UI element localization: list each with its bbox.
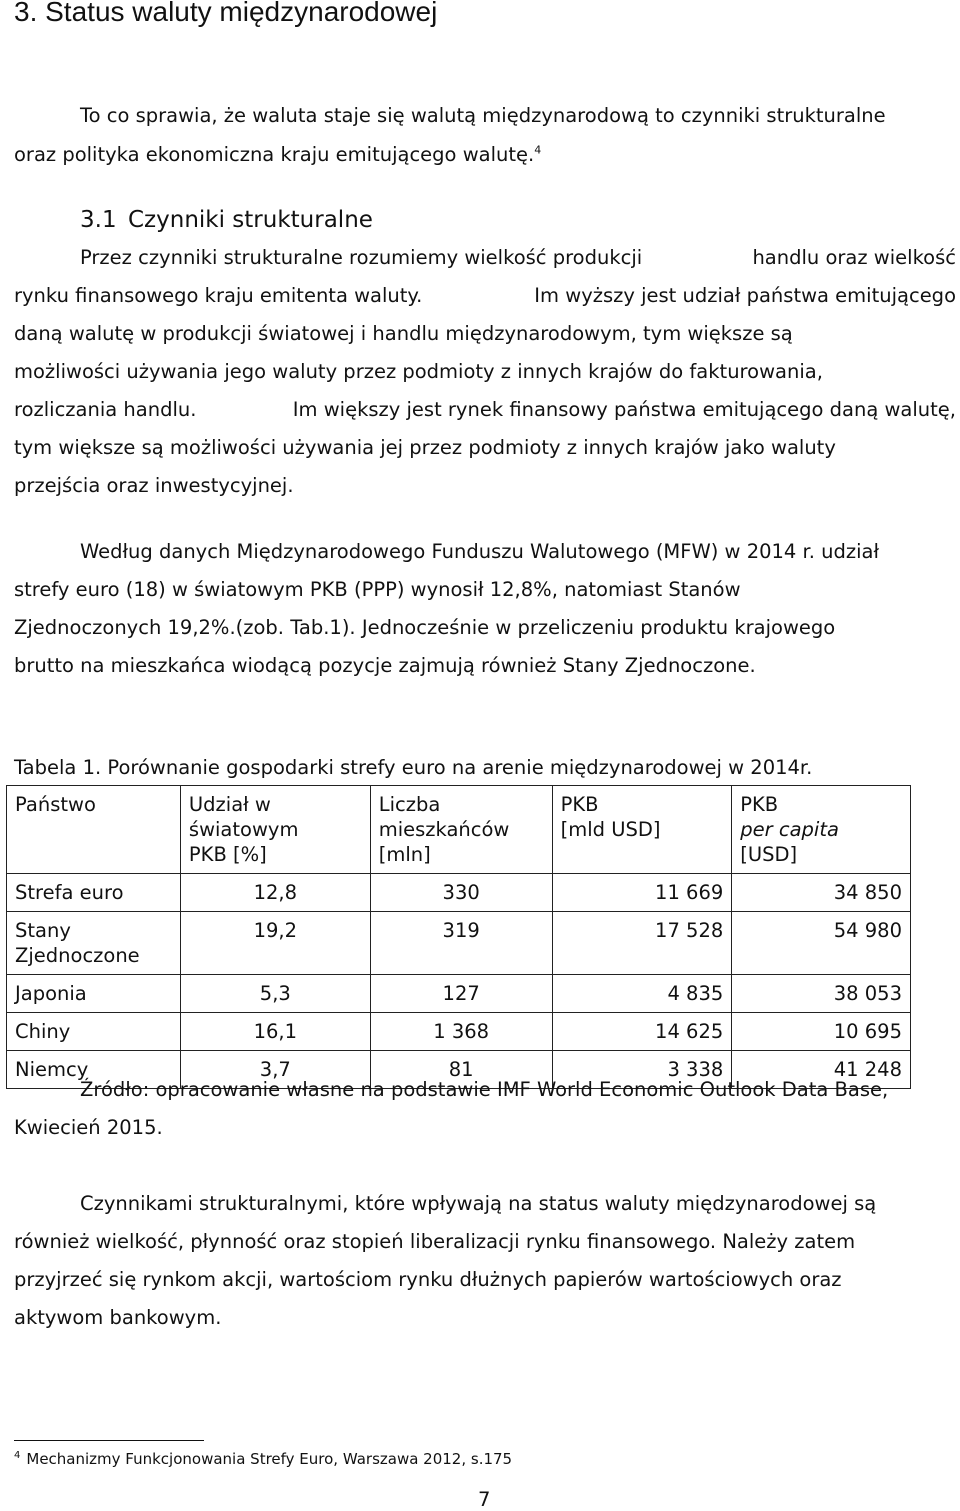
- p1-line-2: [14, 284, 956, 308]
- table-header-row: [7, 786, 911, 874]
- cell-population: 330: [370, 874, 552, 912]
- p1-line-2a: rynku finansowego kraju emitenta waluty.: [14, 284, 423, 307]
- intro-line-2: [14, 143, 541, 167]
- p3-line-3: przyjrzeć się rynkom akcji, wartościom rynku dłużnych papierów wartościowych oraz: [14, 1268, 842, 1291]
- subsection-number: 3.1: [80, 207, 117, 233]
- p1-line-1a: Przez czynniki strukturalne rozumiemy wielkość produkcji: [80, 246, 643, 269]
- table-row: [7, 874, 911, 912]
- cell-gdp-per-capita: 10 695: [732, 1013, 911, 1051]
- cell-gdp: 11 669: [552, 874, 732, 912]
- subsection-title: Czynniki strukturalne: [128, 207, 373, 233]
- p2-line-1: Według danych Międzynarodowego Funduszu Walutowego (MFW) w 2014 r. udział: [80, 540, 880, 563]
- cell-share: 3,7: [180, 1051, 370, 1089]
- header-population: Liczba mieszkańców [mln]: [370, 786, 552, 874]
- cell-share: 5,3: [180, 975, 370, 1013]
- cell-gdp: 4 835: [552, 975, 732, 1013]
- table-source-line-2: Kwiecień 2015.: [14, 1116, 163, 1139]
- p2-line-4: brutto na mieszkańca wiodącą pozycje zajmują również Stany Zjednoczone.: [14, 654, 756, 677]
- table-row: [7, 975, 911, 1013]
- footnote-number: 4: [14, 1450, 21, 1461]
- cell-gdp-per-capita: 38 053: [732, 975, 911, 1013]
- cell-gdp: 17 528: [552, 912, 732, 975]
- cell-gdp: 3 338: [552, 1051, 732, 1089]
- p3-line-4: aktywom bankowym.: [14, 1306, 222, 1329]
- cell-share: 16,1: [180, 1013, 370, 1051]
- cell-gdp: 14 625: [552, 1013, 732, 1051]
- table-source-line-1: Źródło: opracowanie własne na podstawie IMF World Economic Outlook Data Base,: [80, 1078, 889, 1101]
- p1-line-7: przejścia oraz inwestycyjnej.: [14, 474, 294, 497]
- cell-country: Chiny: [7, 1013, 181, 1051]
- cell-share: 12,8: [180, 874, 370, 912]
- cell-country: Strefa euro: [7, 874, 181, 912]
- p1-line-1b: handlu oraz wielkość: [752, 246, 956, 269]
- p1-line-6: tym większe są możliwości używania jej przez podmioty z innych krajów jako waluty: [14, 436, 836, 459]
- table-row: [7, 1013, 911, 1051]
- footnote: [14, 1450, 512, 1468]
- cell-population: 127: [370, 975, 552, 1013]
- cell-country: Niemcy: [7, 1051, 181, 1089]
- page-number: 7: [478, 1488, 491, 1511]
- table-row: [7, 912, 911, 975]
- p3-line-1: Czynnikami strukturalnymi, które wpływają na status waluty międzynarodowej są: [80, 1192, 877, 1215]
- cell-gdp-per-capita: 41 248: [732, 1051, 911, 1089]
- cell-gdp-per-capita: 54 980: [732, 912, 911, 975]
- p1-line-5: [14, 398, 956, 422]
- cell-population: 319: [370, 912, 552, 975]
- intro-line-2-text: oraz polityka ekonomiczna kraju emitującego walutę.: [14, 143, 535, 166]
- header-gdp: PKB [mld USD]: [552, 786, 732, 874]
- cell-country: Stany Zjednoczone: [7, 912, 181, 975]
- header-gdp-per-capita: PKB per capita [USD]: [732, 786, 911, 874]
- subsection-heading: [80, 207, 373, 233]
- footnote-separator: [14, 1440, 204, 1441]
- footnote-text: Mechanizmy Funkcjonowania Strefy Euro, Warszawa 2012, s.175: [26, 1450, 513, 1468]
- header-country: Państwo: [7, 786, 181, 874]
- cell-population: 1 368: [370, 1013, 552, 1051]
- footnote-ref[interactable]: 4: [534, 143, 542, 157]
- cell-population: 81: [370, 1051, 552, 1089]
- cell-share: 19,2: [180, 912, 370, 975]
- p1-line-4: możliwości używania jego waluty przez podmioty z innych krajów do fakturowania,: [14, 360, 823, 383]
- p1-line-1: [80, 246, 956, 270]
- comparison-table: [6, 785, 911, 1089]
- p1-line-5a: rozliczania handlu.: [14, 398, 197, 421]
- p2-line-3: Zjednoczonych 19,2%.(zob. Tab.1). Jednocześnie w przeliczeniu produktu krajowego: [14, 616, 836, 639]
- header-share: Udział w światowym PKB [%]: [180, 786, 370, 874]
- p1-line-2b: Im wyższy jest udział państwa emitującego: [534, 284, 956, 307]
- p1-line-5b: Im większy jest rynek finansowy państwa emitującego daną walutę,: [292, 398, 956, 421]
- p3-line-2: również wielkość, płynność oraz stopień liberalizacji rynku finansowego. Należy zatem: [14, 1230, 856, 1253]
- cell-gdp-per-capita: 34 850: [732, 874, 911, 912]
- intro-line-1: To co sprawia, że waluta staje się walutą międzynarodową to czynniki strukturalne: [80, 104, 886, 127]
- p1-line-3: daną walutę w produkcji światowej i handlu międzynarodowym, tym większe są: [14, 322, 793, 345]
- cell-country: Japonia: [7, 975, 181, 1013]
- table-caption: Tabela 1. Porównanie gospodarki strefy euro na arenie międzynarodowej w 2014r.: [14, 756, 813, 779]
- section-heading: 3. Status waluty międzynarodowej: [14, 0, 438, 27]
- p2-line-2: strefy euro (18) w światowym PKB (PPP) wynosił 12,8%, natomiast Stanów: [14, 578, 741, 601]
